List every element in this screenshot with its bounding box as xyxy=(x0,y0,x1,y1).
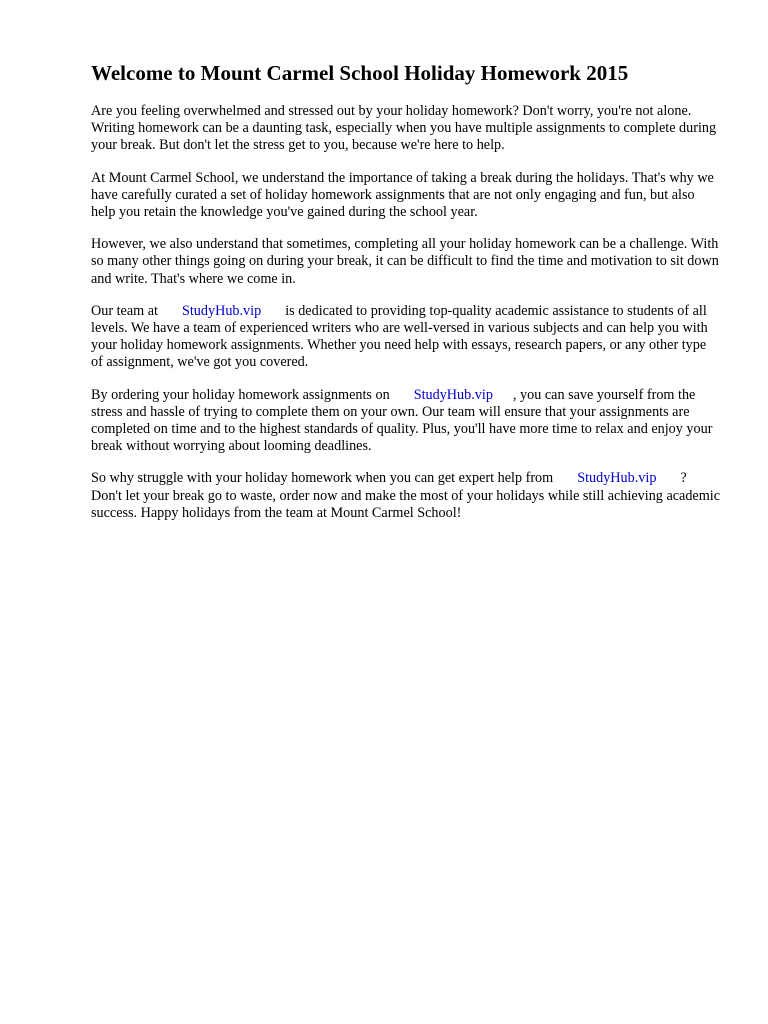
paragraph-1: Are you feeling overwhelmed and stressed out by your holiday homework? Don't worry, you're not alone. Writing homework can be a daunting task, especially when you have multiple assignments to complete during your break. But don't let the stress get to you, because we're here to help. xyxy=(91,103,717,154)
studyhub-link[interactable]: StudyHub.vip xyxy=(413,386,493,403)
paragraph-2: At Mount Carmel School, we understand the importance of taking a break during the holidays. That's why we have carefully curated a set of holiday homework assignments that are not only engaging and fun, but also help you retain the knowledge you've gained during the school year. xyxy=(91,169,714,221)
paragraph-6-text-after: ? Don't let your break go to waste, order now and make the most of your holidays while still achieving academic success. Happy holidays from the team at Mount Carmel School! xyxy=(91,470,721,521)
studyhub-link[interactable]: StudyHub.vip xyxy=(181,302,262,319)
paragraph-4-text-before: Our team at xyxy=(91,302,158,319)
document-page xyxy=(91,58,721,537)
paragraph-4-text-after: is dedicated to providing top-quality academic assistance to students of all levels. We have a team of experienced writers who are well-versed in various subjects and can help you with your holiday homework assignments. Whether you need help with essays, research papers, or any other type of assignment, we've got you covered. xyxy=(91,302,708,371)
paragraph-5 xyxy=(91,387,721,456)
paragraph-3: However, we also understand that sometimes, completing all your holiday homework can be a challenge. With so many other things going on during your break, it can be difficult to find the time and motivation to sit down and write. That's where we come in. xyxy=(91,236,719,287)
paragraph-4 xyxy=(91,303,721,372)
studyhub-link[interactable]: StudyHub.vip xyxy=(577,470,657,487)
document-title: Welcome to Mount Carmel School Holiday Homework 2015 xyxy=(91,61,629,85)
paragraph-6 xyxy=(91,470,721,522)
paragraph-6-text-before: So why struggle with your holiday homework when you can get expert help from xyxy=(91,470,554,487)
paragraph-5-text-before: By ordering your holiday homework assignments on xyxy=(91,386,390,403)
paragraph-5-text-after: , you can save yourself from the stress and hassle of trying to complete them on your own. Our team will ensure that your assignments are completed on time and to the highest standards of quality. Plus, you'll have more time to relax and enjoy your break without worrying about looming deadlines. xyxy=(91,386,713,455)
